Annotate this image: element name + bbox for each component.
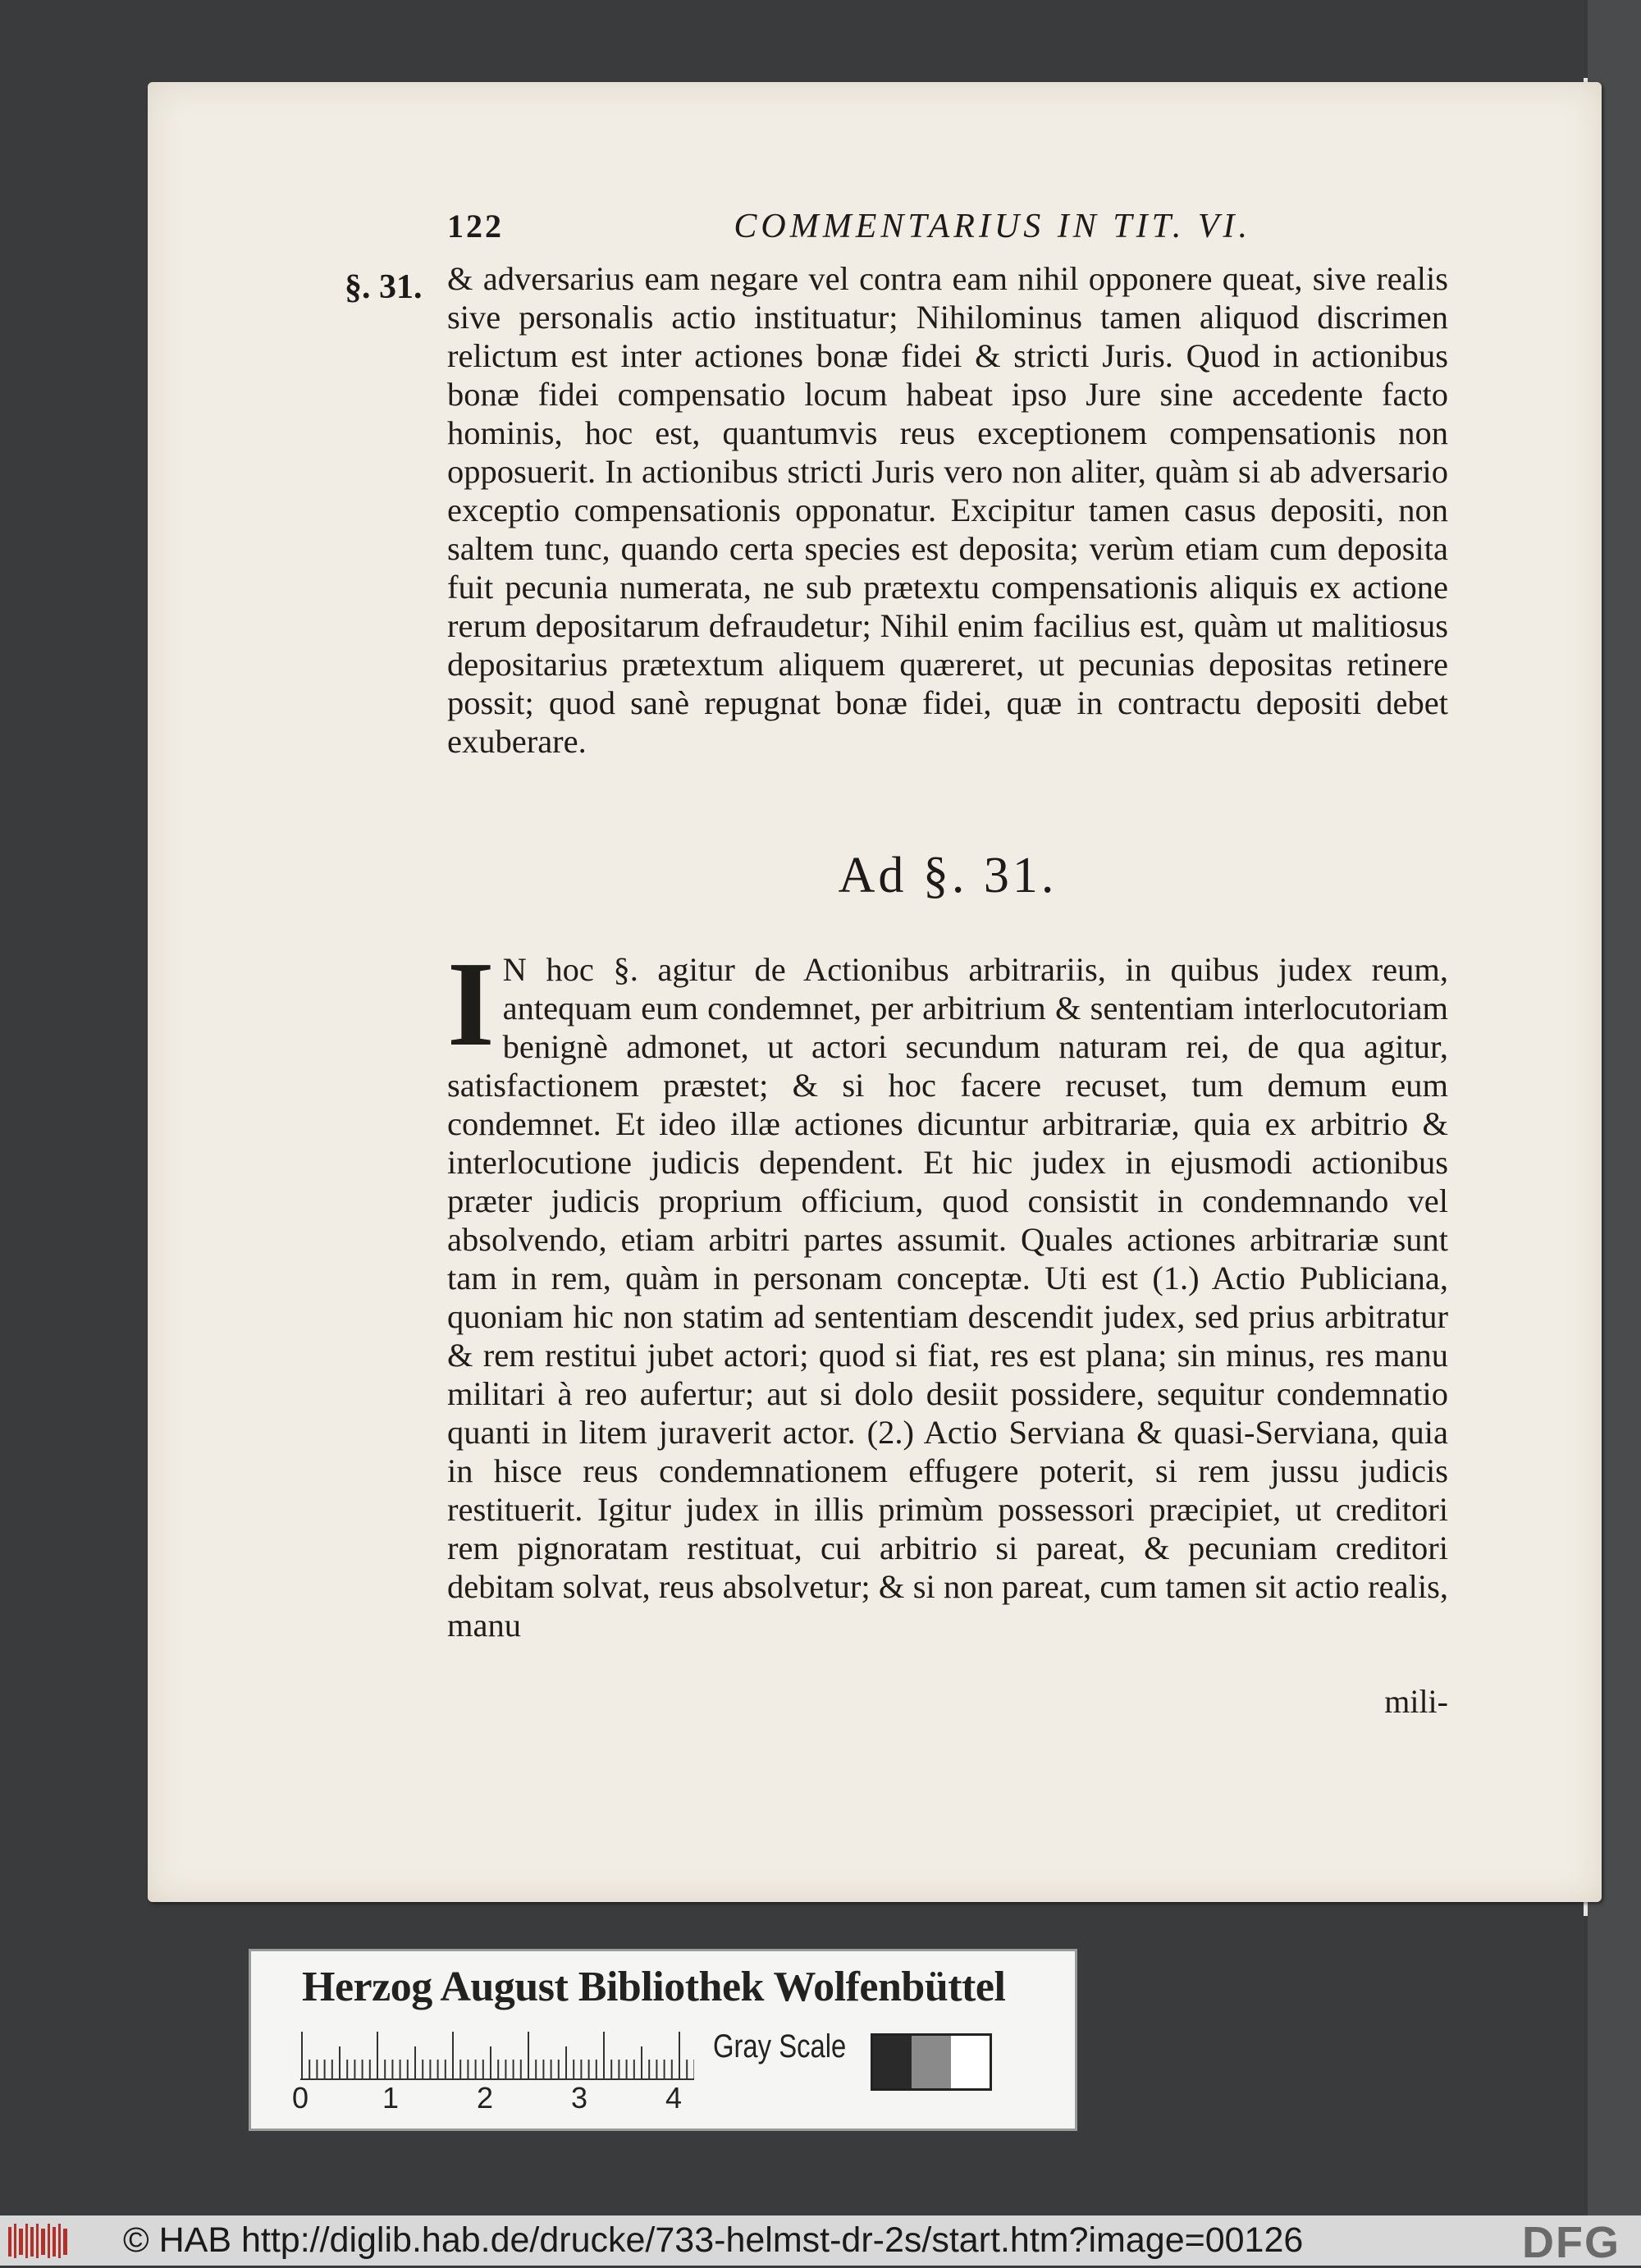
paragraph-actiones-arbitrariae xyxy=(447,937,1448,1644)
library-name: Herzog August Bibliothek Wolfenbüttel xyxy=(302,1964,1006,2010)
gray-swatch-light xyxy=(951,2036,990,2088)
library-scale-card xyxy=(249,1949,1077,2131)
footer-copyright-url: © HAB http://diglib.hab.de/drucke/733-helmst-dr-2s/start.htm?image=00126 xyxy=(123,2220,1304,2260)
dfg-logo: DFG xyxy=(1522,2218,1620,2267)
gray-swatch-dark xyxy=(873,2036,912,2088)
catchword: mili- xyxy=(1384,1683,1448,1720)
paragraph-compensation xyxy=(447,259,1448,761)
paragraph-2-text: N hoc §. agitur de Actionibus arbitrariis, in quibus judex reum, antequam eum condemnet, per arbitrium & sententiam interlocutoriam benignè admonet, ut actori secundum naturam rei, de qua agitur, satisfactionem præstet; & si hoc facere recuset, tum demum eum condemnet. Et ideo illæ actiones dicuntur arbitrariæ, quia ex arbitrio & interlocutione judicis dependent. Et hic judex in ejusmodi actionibus præter judicis proprium officium, quod consistit in condemnando vel absolvendo, etiam arbitri partes assumit. Quales actiones arbitrariæ sunt tam in rem, quàm in personam conceptæ. Uti est (1.) Actio Publiciana, quoniam hic non statim ad sententiam descendit judex, sed prius arbitratur & rem restitui jubet actori; quod si fiat, res est plana; sin minus, res manu militari à reo aufertur; aut si dolo desiit possidere, sequitur condemnatio quanti in litem juraverit actor. (2.) Actio Serviana & quasi-Serviana, quia in hisce reus condemnationem effugere poterit, si rem jussu judicis restituerit. Igitur judex in illis primùm possessori præcipiet, ut creditori rem pignoratam restituat, cui arbitrio si pareat, & pecuniam creditori debitam solvat, reus absolvetur; & si non pareat, cum tamen sit actio realis, manu xyxy=(447,951,1448,1644)
ruler-label: 3 xyxy=(571,2081,588,2115)
running-title: COMMENTARIUS IN TIT. VI. xyxy=(734,208,1251,245)
footer-bar xyxy=(0,2215,1641,2266)
ruler-labels xyxy=(292,2081,719,2114)
ruler-scale xyxy=(300,2032,694,2081)
gray-scale-swatches xyxy=(871,2033,992,2091)
marginal-section-note: §. 31. xyxy=(345,268,423,306)
page-number: 122 xyxy=(447,208,504,245)
section-heading: Ad §. 31. xyxy=(838,848,1058,903)
ruler-label: 4 xyxy=(665,2081,683,2115)
gray-swatch-mid xyxy=(912,2036,950,2088)
paragraph-1-text: & adversarius eam negare vel contra eam nihil opponere queat, sive realis sive personalis actio instituatur; Nihilominus tamen aliquod discrimen relictum est inter actiones bonæ fidei & stricti Juris. Quod in actionibus bonæ fidei compensatio locum habeat ipso Jure sine accedente facto hominis, hoc est, quantumvis reus exceptionem compensationis non opposuerit. In actionibus stricti Juris vero non aliter, quàm si ab adversario exceptio compensationis opponatur. Excipitur tamen casus depositi, non saltem tunc, quando certa species est deposita; verùm etiam cum deposita fuit pecunia numerata, ne sub prætextu compensationis aliquis ex actione rerum depositarum defraudetur; Nihil enim facilius est, quàm ut malitiosus depositarius prætextum aliquem quæreret, ut pecunias depositas retinere possit; quod sanè repugnat bonæ fidei, quæ in contractu depositi debet exuberare. xyxy=(447,260,1448,760)
ruler-label: 2 xyxy=(477,2081,494,2115)
drop-cap-initial: I xyxy=(447,937,495,1072)
barcode-icon xyxy=(7,2220,72,2261)
ruler-label: 1 xyxy=(382,2081,400,2115)
ruler-label: 0 xyxy=(292,2081,309,2115)
gray-scale-label: Gray Scale xyxy=(713,2028,847,2065)
running-head xyxy=(447,207,1300,256)
